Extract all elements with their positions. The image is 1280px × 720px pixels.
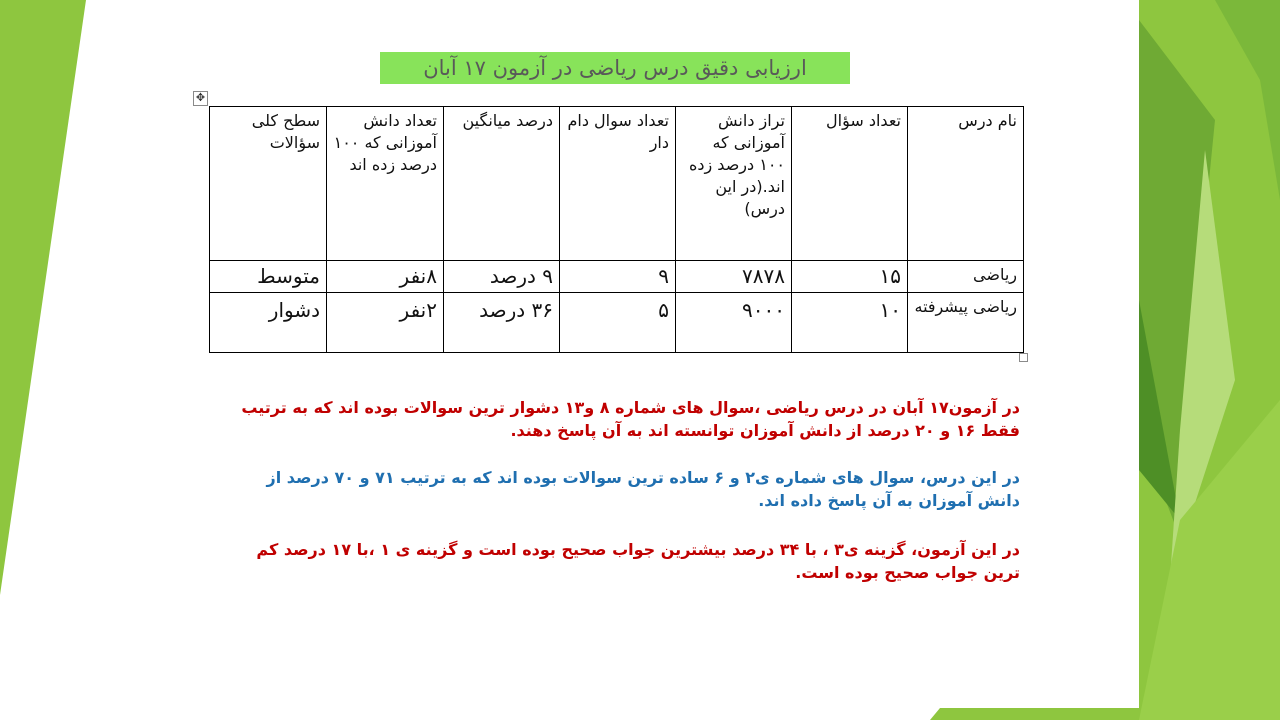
table-cell: ۹ <box>560 261 676 293</box>
table-cell: ۹۰۰۰ <box>676 293 792 353</box>
page-title: ارزیابی دقیق درس ریاضی در آزمون ۱۷ آبان <box>423 56 807 80</box>
results-table <box>209 106 1024 353</box>
table-cell: ریاضی پیشرفته <box>908 293 1024 353</box>
header-cell: تعداد سوال دام دار <box>560 107 676 261</box>
table-cell: متوسط <box>210 261 327 293</box>
header-cell: سطح کلی سؤالات <box>210 107 327 261</box>
table-header-row <box>210 107 1024 261</box>
resize-square-icon[interactable] <box>1019 353 1028 362</box>
header-cell: تراز دانش آموزانی که ۱۰۰ درصد زده اند.(در این درس) <box>676 107 792 261</box>
analysis-paragraph-hardest: در آزمون۱۷ آبان در درس ریاضی ،سوال های شماره ۸ و۱۳ دشوار ترین سوالات بوده اند که به ترتیب فقط ۱۶ و ۲۰ درصد از دانش آموزان توانسته اند به آن پاسخ دهند. <box>241 398 1020 440</box>
table-cell: ۸نفر <box>327 261 444 293</box>
table-cell: ۹ درصد <box>444 261 560 293</box>
header-cell: نام درس <box>908 107 1024 261</box>
table-row <box>210 293 1024 353</box>
table-cell: دشوار <box>210 293 327 353</box>
table-cell: ۳۶ درصد <box>444 293 560 353</box>
move-cross-icon[interactable]: ✥ <box>193 91 208 106</box>
analysis-paragraph-options: در این آزمون، گزینه ی۳ ، با ۳۴ درصد بیشترین جواب صحیح بوده است و گزینه ی ۱ ،با ۱۷ درصد کم ترین جواب صحیح بوده است. <box>256 540 1020 582</box>
header-cell: تعداد دانش آموزانی که ۱۰۰ درصد زده اند <box>327 107 444 261</box>
table-cell: ریاضی <box>908 261 1024 293</box>
header-cell: تعداد سؤال <box>792 107 908 261</box>
table-cell: ۵ <box>560 293 676 353</box>
table-cell: ۷۸۷۸ <box>676 261 792 293</box>
title-highlight <box>380 52 850 84</box>
table-cell: ۱۰ <box>792 293 908 353</box>
header-cell: درصد میانگین <box>444 107 560 261</box>
table-cell: ۲نفر <box>327 293 444 353</box>
table-cell: ۱۵ <box>792 261 908 293</box>
analysis-paragraph-easiest: در این درس، سوال های شماره ی۲ و ۶ ساده ترین سوالات بوده اند که به ترتیب ۷۱ و ۷۰ درصد از دانش آموزان به آن پاسخ داده اند. <box>266 468 1020 510</box>
table-row <box>210 261 1024 293</box>
